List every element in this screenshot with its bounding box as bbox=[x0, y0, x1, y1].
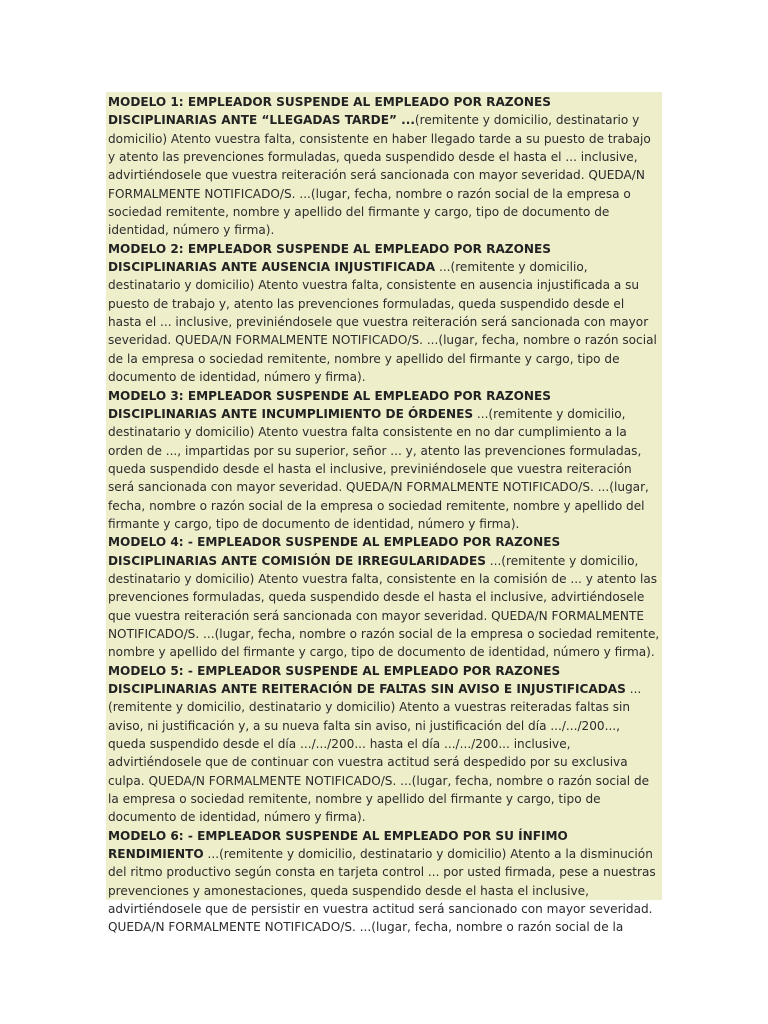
model-6 bbox=[108, 827, 660, 937]
model-5 bbox=[108, 662, 660, 827]
model-6-heading: MODELO 6: - EMPLEADOR SUSPENDE AL EMPLEADO POR SU ÍNFIMO RENDIMIENTO bbox=[108, 828, 568, 862]
model-3-body: ...(remitente y domicilio, destinatario y domicilio) Atento vuestra falta consistente en no dar cumplimiento a la orden de ..., impartidas por su superior, señor ... y, atento las prevenciones formuladas, queda suspendido desde el hasta el inclusive, previniéndosele que vuestra reiteración será sancionada con mayor severidad. QUEDA/N FORMALMENTE NOTIFICADO/S. ...(lugar, fecha, nombre o razón social de la empresa o sociedad remitente, nombre y apellido del firmante y cargo, tipo de documento de identidad, número y firma). bbox=[108, 406, 649, 531]
model-1-body: (remitente y domicilio, destinatario y domicilio) Atento vuestra falta, consistente en haber llegado tarde a su puesto de trabajo y atento las prevenciones formuladas, queda suspendido desde el hasta el ... inclusive, advirtiéndosele que vuestra reiteración será sancionada con mayor severidad. QUEDA/N FORMALMENTE NOTIFICADO/S. ...(lugar, fecha, nombre o razón social de la empresa o sociedad remitente, nombre y apellido del firmante y cargo, tipo de documento de identidad, número y firma). bbox=[108, 113, 651, 238]
document-body bbox=[108, 93, 660, 937]
model-1 bbox=[108, 93, 660, 240]
model-2-heading: MODELO 2: EMPLEADOR SUSPENDE AL EMPLEADO POR RAZONES DISCIPLINARIAS ANTE AUSENCIA INJUSTIFICADA bbox=[108, 241, 551, 275]
model-1-heading: MODELO 1: EMPLEADOR SUSPENDE AL EMPLEADO POR RAZONES DISCIPLINARIAS ANTE “LLEGADAS TARDE” ... bbox=[108, 95, 551, 128]
model-2 bbox=[108, 240, 660, 387]
model-2-body: ...(remitente y domicilio, destinatario y domicilio) Atento vuestra falta, consistente en ausencia injustificada a su puesto de trabajo y, atento las prevenciones formuladas, queda suspendido desde el hasta el ... inclusive, previniéndosele que vuestra reiteración será sancionada con mayor severidad. QUEDA/N FORMALMENTE NOTIFICADO/S. ...(lugar, fecha, nombre o razón social de la empresa o sociedad remitente, nombre y apellido del firmante y cargo, tipo de documento de identidad, número y firma). bbox=[108, 260, 657, 385]
model-4-heading: MODELO 4: - EMPLEADOR SUSPENDE AL EMPLEADO POR RAZONES DISCIPLINARIAS ANTE COMISIÓN DE IRREGULARIDADES bbox=[108, 535, 561, 568]
model-3 bbox=[108, 387, 660, 534]
model-6-body: ...(remitente y domicilio, destinatario y domicilio) Atento a la disminución del ritmo productivo según consta en tarjeta control ... por usted firmada, pese a nuestras prevenciones y amonestaciones, queda suspendido desde el hasta el inclusive, advirtiéndosele que de persistir en vuestra actitud será sancionado con mayor severidad. QUEDA/N FORMALMENTE NOTIFICADO/S. ...(lugar, fecha, nombre o razón social de la bbox=[108, 847, 656, 935]
model-5-heading: MODELO 5: - EMPLEADOR SUSPENDE AL EMPLEADO POR RAZONES DISCIPLINARIAS ANTE REITERACIÓN DE FALTAS SIN AVISO E INJUSTIFICADAS bbox=[108, 663, 626, 696]
model-4-body: ...(remitente y domicilio, destinatario y domicilio) Atento vuestra falta, consistente en la comisión de ... y atento las prevenciones formuladas, queda suspendido desde el hasta el inclusive, advirtiéndosele que vuestra reiteración será sancionada con mayor severidad. QUEDA/N FORMALMENTE NOTIFICADO/S. ...(lugar, fecha, nombre o razón social de la empresa o sociedad remitente, nombre y apellido del firmante y cargo, tipo de documento de identidad, número y firma). bbox=[108, 553, 660, 660]
model-3-heading: MODELO 3: EMPLEADOR SUSPENDE AL EMPLEADO POR RAZONES DISCIPLINARIAS ANTE INCUMPLIMIENTO DE ÓRDENES bbox=[108, 388, 551, 421]
model-5-body: ...(remitente y domicilio, destinatario y domicilio) Atento a vuestras reiteradas faltas sin aviso, ni justificación y, a su nueva falta sin aviso, ni justificación del día .../.../200..., queda suspendido desde el día .../.../200... hasta el día .../.../200... inclusive, advirtiéndosele que de continuar con vuestra actitud será despedido por su exclusiva culpa. QUEDA/N FORMALMENTE NOTIFICADO/S. ...(lugar, fecha, nombre o razón social de la empresa o sociedad remitente, nombre y apellido del firmante y cargo, tipo de documento de identidad, número y firma). bbox=[108, 682, 650, 825]
document-text-block bbox=[106, 92, 662, 935]
model-4 bbox=[108, 533, 660, 661]
